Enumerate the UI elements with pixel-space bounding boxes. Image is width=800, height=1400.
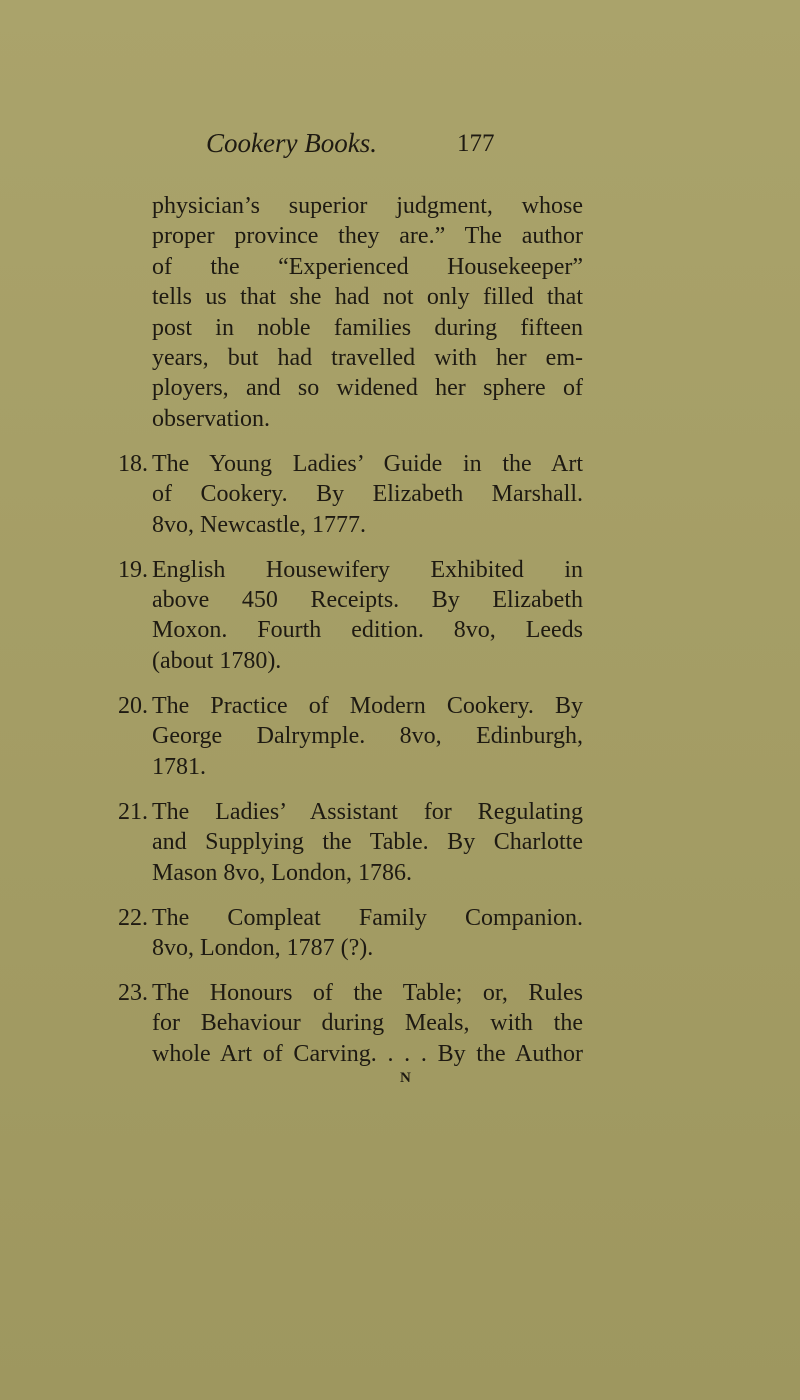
text-line: 8vo, London, 1787 (?).	[152, 934, 374, 961]
text-line: and Supplying the Table. By Charlotte	[152, 829, 583, 856]
text-line: The Ladies’ Assistant for Regulating	[152, 798, 583, 825]
page-number: 177	[457, 130, 495, 157]
text-line: post in noble families during fifteen	[152, 314, 583, 341]
list-item	[118, 449, 583, 540]
text-line: 8vo, Newcastle, 1777.	[152, 511, 366, 538]
text-line: physician’s superior judgment, whose	[152, 193, 583, 219]
text-line: ployers, and so widened her sphere of	[152, 375, 583, 402]
intro-paragraph	[152, 191, 583, 434]
item-number: 19.	[118, 556, 148, 583]
text-line: The Young Ladies’ Guide in the Art	[152, 450, 583, 477]
list-item	[118, 797, 583, 888]
list-item	[118, 903, 583, 964]
text-line: Mason 8vo, London, 1786.	[152, 859, 412, 886]
text-line: for Behaviour during Meals, with the	[152, 1010, 583, 1037]
item-number: 20.	[118, 692, 148, 719]
text-line: The Honours of the Table; or, Rules	[152, 979, 583, 1006]
list-item	[118, 555, 583, 677]
text-line: proper province they are.” The author	[152, 223, 583, 250]
list-item	[118, 691, 583, 782]
text-line: The Practice of Modern Cookery. By	[152, 692, 583, 719]
item-number: 21.	[118, 798, 148, 825]
item-number: 23.	[118, 979, 148, 1006]
text-line: above 450 Receipts. By Elizabeth	[152, 587, 583, 614]
signature-mark: N	[400, 1070, 411, 1086]
text-line: observation.	[152, 405, 270, 432]
text-line: Moxon. Fourth edition. 8vo, Leeds	[152, 617, 583, 644]
text-line: of the “Experienced Housekeeper”	[152, 253, 583, 280]
page-header	[152, 128, 495, 164]
text-line: The Compleat Family Companion.	[152, 904, 583, 931]
running-title: Cookery Books.	[206, 128, 377, 158]
text-line: 1781.	[152, 753, 206, 780]
text-line: whole Art of Carving. . . . By the Author	[152, 1040, 583, 1067]
page-body	[118, 191, 583, 1069]
item-number: 22.	[118, 904, 148, 931]
text-line: George Dalrymple. 8vo, Edinburgh,	[152, 723, 583, 750]
text-line: English Housewifery Exhibited in	[152, 556, 583, 583]
text-line: (about 1780).	[152, 647, 282, 674]
text-line: of Cookery. By Elizabeth Marshall.	[152, 481, 583, 508]
list-item	[118, 978, 583, 1069]
item-number: 18.	[118, 450, 148, 477]
text-line: tells us that she had not only filled that	[152, 284, 583, 311]
text-line: years, but had travelled with her em-	[152, 345, 583, 372]
book-list	[118, 449, 583, 1069]
